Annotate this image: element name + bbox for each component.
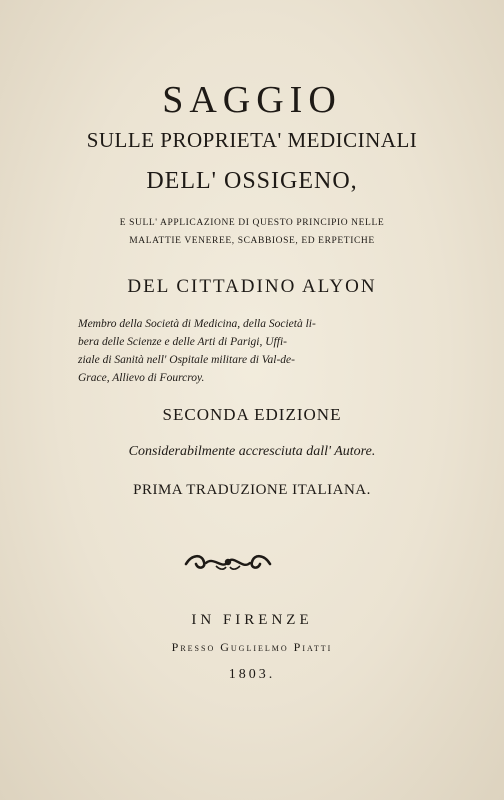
subtitle-line-2: MALATTIE VENEREE, SCABBIOSE, ED ERPETICHE bbox=[129, 236, 375, 246]
subtitle-line-1: E SULL' APPLICAZIONE DI QUESTO PRINCIPIO NELLE bbox=[119, 218, 385, 228]
author-description-line: Membro della Società di Medicina, della Società li- bbox=[78, 318, 316, 330]
imprint-year: 1803. bbox=[228, 667, 276, 682]
author-description-line: ziale di Sanità nell' Ospitale militare di Val-de- bbox=[78, 354, 295, 366]
imprint-printer: Presso Guglielmo Piatti bbox=[171, 640, 333, 654]
enlarged-note: Considerabilmente accresciuta dall' Autore. bbox=[128, 444, 376, 459]
title-line-3: DELL' OSSIGENO, bbox=[146, 168, 358, 194]
title-main: SAGGIO bbox=[162, 79, 342, 121]
scroll-ornament-icon bbox=[182, 550, 274, 574]
title-line-2: SULLE PROPRIETA' MEDICINALI bbox=[86, 128, 418, 152]
edition-line: SECONDA EDIZIONE bbox=[162, 405, 342, 424]
author-line: DEL CITTADINO ALYON bbox=[127, 276, 377, 297]
translation-note: PRIMA TRADUZIONE ITALIANA. bbox=[133, 482, 371, 498]
imprint-place: IN FIRENZE bbox=[191, 612, 313, 628]
author-description-line: Grace, Allievo di Fourcroy. bbox=[78, 372, 205, 384]
author-description-line: bera delle Scienze e delle Arti di Parigi, Uffi- bbox=[78, 336, 287, 348]
